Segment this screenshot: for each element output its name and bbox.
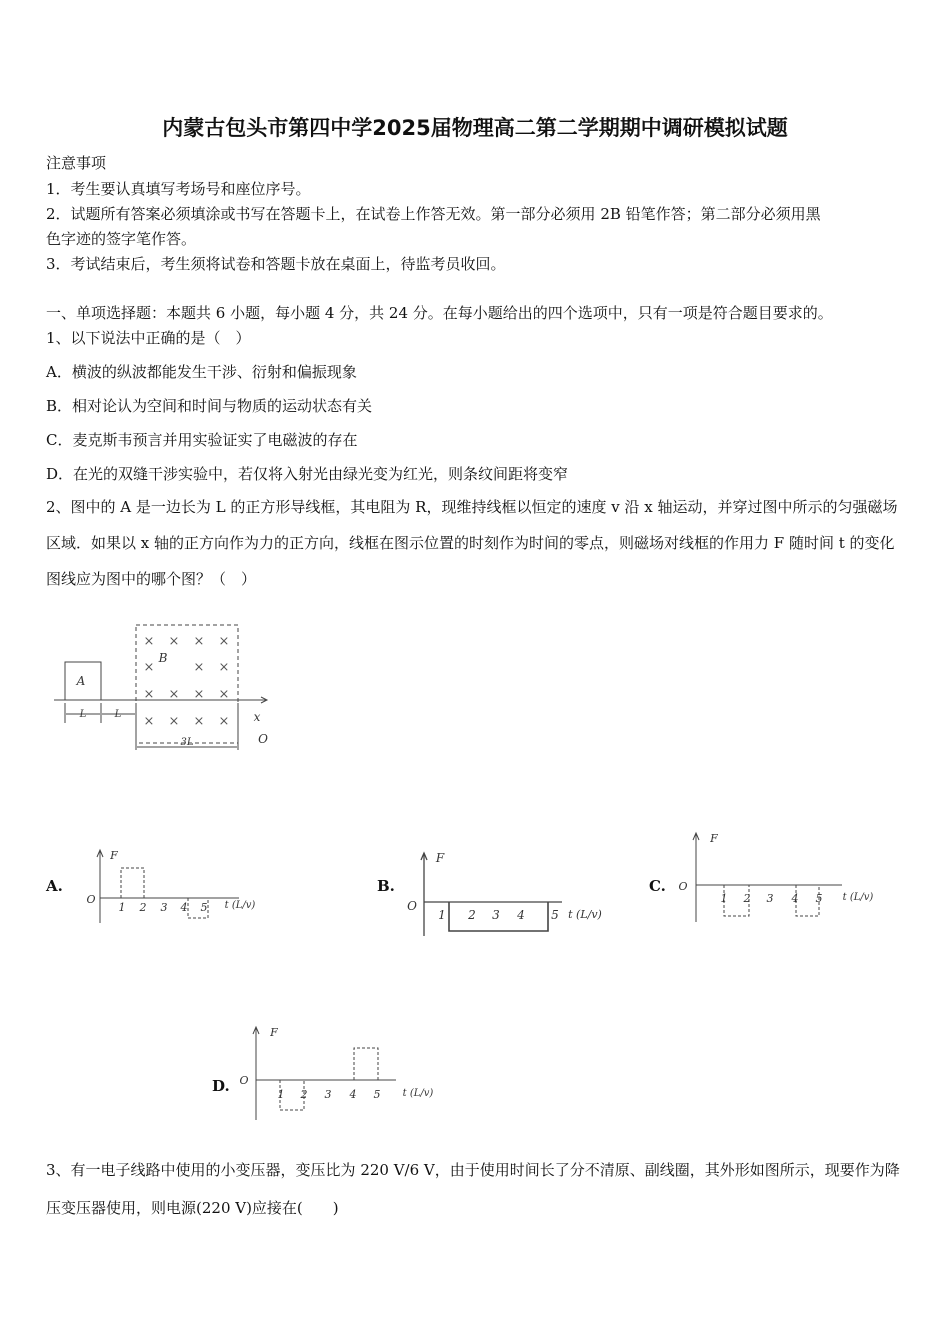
t-axis-label: t (L/v) xyxy=(402,1088,434,1099)
length-l-1: L xyxy=(79,709,87,720)
origin-label: O xyxy=(678,880,688,893)
field-cross: × xyxy=(143,714,155,729)
tick-3: 3 xyxy=(160,901,168,914)
t-axis-label: t (L/v) xyxy=(568,908,602,921)
tick-2: 2 xyxy=(300,1088,308,1101)
length-3l: 3L xyxy=(180,737,194,748)
q2-graph-c xyxy=(672,828,892,924)
q1-option-d: D．在光的双缝干涉实验中，若仅将入射光由绿光变为红光，则条纹间距将变窄 xyxy=(46,465,569,483)
tick-5: 5 xyxy=(373,1088,381,1101)
q2-graph-b xyxy=(402,848,612,940)
f-axis-label: F xyxy=(710,832,718,845)
frame-a-label: A xyxy=(76,674,86,688)
tick-1: 1 xyxy=(277,1088,285,1101)
notice-item-3: 3．考试结束后，考生须将试卷和答题卡放在桌面上，待监考员收回。 xyxy=(46,255,506,273)
q2-graph-a xyxy=(84,845,264,927)
field-cross: × xyxy=(168,634,180,649)
x-axis-label: x xyxy=(253,710,261,724)
question-2-stem: 2、图中的 A 是一边长为 L 的正方形导线框，其电阻为 R，现维持线框以恒定的速度 v 沿 x 轴运动，并穿过图中所示的匀强磁场区域．如果以 x 轴的正方向作为力的正方向，线框在图示位置的时刻作为时间的零点，则磁场对线框的作用力 F 随时间 t 的变化图线应为图中的哪个图？（ ） xyxy=(46,498,898,588)
origin-label: O xyxy=(86,893,96,906)
q1-option-b: B．相对论认为空间和时间与物质的运动状态有关 xyxy=(46,397,373,415)
tick-3: 3 xyxy=(766,892,774,905)
q2-option-b-label: B. xyxy=(377,877,395,895)
field-cross: × xyxy=(218,687,230,702)
field-cross: × xyxy=(218,634,230,649)
tick-1: 1 xyxy=(118,901,126,914)
field-cross: × xyxy=(168,714,180,729)
tick-3: 3 xyxy=(324,1088,332,1101)
origin-label: O xyxy=(407,899,417,913)
notice-heading: 注意事项 xyxy=(46,154,107,172)
notice-item-2: 2．试题所有答案必须填涂或书写在答题卡上，在试卷上作答无效。第一部分必须用 2B 铅笔作答；第二部分必须用黑 xyxy=(46,205,821,223)
question-3-stem: 3、有一电子线路中使用的小变压器，变压比为 220 V/6 V，由于使用时间长了分不清原、副线圈，其外形如图所示，现要作为降压变压器使用，则电源(220 V)应接在( ) xyxy=(46,1161,900,1217)
tick-5: 5 xyxy=(551,908,559,922)
field-cross: × xyxy=(218,660,230,675)
field-cross: × xyxy=(143,660,155,675)
q1-option-c: C．麦克斯韦预言并用实验证实了电磁波的存在 xyxy=(46,431,358,449)
field-cross: × xyxy=(143,687,155,702)
tick-4: 4 xyxy=(180,901,188,914)
tick-1: 1 xyxy=(438,908,446,922)
tick-4: 4 xyxy=(349,1088,357,1101)
origin-label: O xyxy=(239,1074,249,1087)
section-heading: 一、单项选择题：本题共 6 小题，每小题 4 分，共 24 分。在每小题给出的四个选项中，只有一项是符合题目要求的。 xyxy=(46,304,833,322)
t-axis-label: t (L/v) xyxy=(842,892,874,903)
t-axis-label: t (L/v) xyxy=(224,900,256,911)
q2-graph-d xyxy=(236,1022,446,1122)
page-title: 内蒙古包头市第四中学2025届物理高二第二学期期中调研模拟试题 xyxy=(162,116,788,140)
field-cross: × xyxy=(193,687,205,702)
q2-option-a-label: A. xyxy=(46,877,63,895)
notice-item-1: 1．考生要认真填写考场号和座位序号。 xyxy=(46,180,311,198)
q2-field-figure xyxy=(52,615,282,750)
f-axis-label: F xyxy=(435,851,445,865)
tick-2: 2 xyxy=(743,892,751,905)
question-1-stem: 1、以下说法中正确的是（ ） xyxy=(46,329,251,347)
tick-1: 1 xyxy=(720,892,728,905)
q2-option-d-label: D. xyxy=(212,1077,230,1095)
origin-label: O xyxy=(258,732,268,746)
f-axis-label: F xyxy=(110,849,118,862)
field-b-label: B xyxy=(158,651,168,665)
length-l-2: L xyxy=(114,709,122,720)
q1-option-a: A．横波的纵波都能发生干涉、衍射和偏振现象 xyxy=(46,363,357,381)
tick-5: 5 xyxy=(815,892,823,905)
field-cross: × xyxy=(193,634,205,649)
field-cross: × xyxy=(193,660,205,675)
tick-5: 5 xyxy=(200,901,208,914)
field-cross: × xyxy=(218,714,230,729)
field-cross: × xyxy=(193,714,205,729)
tick-4: 4 xyxy=(791,892,799,905)
tick-4: 4 xyxy=(517,908,525,922)
q2-option-c-label: C. xyxy=(649,877,666,895)
tick-3: 3 xyxy=(492,908,500,922)
tick-2: 2 xyxy=(139,901,147,914)
field-cross: × xyxy=(168,687,180,702)
notice-item-2-cont: 色字迹的签字笔作答。 xyxy=(46,230,197,248)
tick-2: 2 xyxy=(468,908,476,922)
f-axis-label: F xyxy=(270,1026,278,1039)
field-cross: × xyxy=(143,634,155,649)
